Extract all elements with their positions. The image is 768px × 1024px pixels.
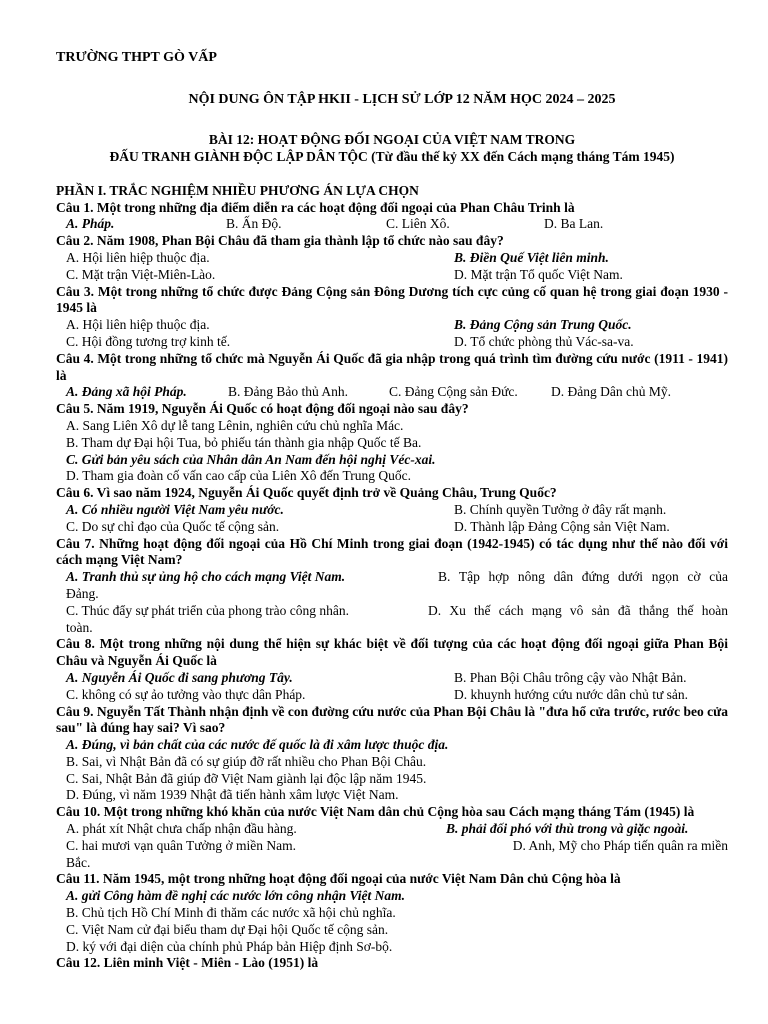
option-c: C. Liên Xô. xyxy=(386,216,450,232)
question-7: Câu 7. Những hoạt động đối ngoại của Hồ Chí Minh trong giai đoạn (1942-1945) có tác dụng như thế nào đối với cách mạng Việt Nam? xyxy=(56,535,728,568)
lesson-title xyxy=(56,131,728,165)
option-a: A. Có nhiều người Việt Nam yêu nước. xyxy=(66,501,284,517)
option-d: D. Thành lập Đảng Cộng sản Việt Nam. xyxy=(454,518,670,534)
option-d: D. Ba Lan. xyxy=(544,216,604,232)
option-a: A. Nguyễn Ái Quốc đi sang phương Tây. xyxy=(66,669,293,685)
option-b: B. Đảng Cộng sản Trung Quốc. xyxy=(454,317,632,333)
options-6-cd xyxy=(56,519,728,536)
question-11: Câu 11. Năm 1945, một trong những hoạt động đối ngoại của nước Việt Nam Dân chủ Cộng hòa là xyxy=(56,871,621,887)
option-a: A. gửi Công hàm đề nghị các nước lớn công nhận Việt Nam. xyxy=(66,888,405,904)
option-b: B. Tập hợp nông dân đứng dưới ngọn cờ của xyxy=(438,569,728,585)
option-a: A. Pháp. xyxy=(66,216,115,232)
option-c: C. hai mươi vạn quân Tưởng ở miền Nam. xyxy=(66,837,297,853)
option-b: B. Điền Quế Việt liên minh. xyxy=(454,249,609,265)
option-a: A. Đảng xã hội Pháp. xyxy=(66,384,187,400)
option-c: C. Hội đồng tương trợ kinh tế. xyxy=(66,333,231,349)
option-a: A. Đúng, vì bản chất của các nước đế quốc là đi xâm lược thuộc địa. xyxy=(66,737,449,753)
option-b: B. Phan Bội Châu trông cậy vào Nhật Bản. xyxy=(454,669,687,685)
option-b: B. phải đối phó với thù trong và giặc ngoài. xyxy=(446,821,689,837)
options-1 xyxy=(56,216,728,233)
option-a: A. Sang Liên Xô dự lễ tang Lênin, nghiên cứu chủ nghĩa Mác. xyxy=(66,417,404,433)
question-12: Câu 12. Liên minh Việt - Miên - Lào (1951) là xyxy=(56,955,319,971)
option-a: A. phát xít Nhật chưa chấp nhận đầu hàng. xyxy=(66,821,297,837)
option-b: B. Sai, vì Nhật Bản đã có sự giúp đỡ rất nhiều cho Phan Bội Châu. xyxy=(66,753,427,769)
options-2-ab xyxy=(56,250,728,267)
option-b-continued: Đảng. xyxy=(66,585,99,601)
options-8-cd xyxy=(56,687,728,704)
options-7-ab xyxy=(56,569,728,586)
question-1: Câu 1. Một trong những địa điểm diễn ra các hoạt động đối ngoại của Phan Châu Trinh là xyxy=(56,199,575,215)
options-8-ab xyxy=(56,670,728,687)
option-a: A. Hội liên hiệp thuộc địa. xyxy=(66,249,210,265)
question-5: Câu 5. Năm 1919, Nguyễn Ái Quốc có hoạt động đối ngoại nào sau đây? xyxy=(56,401,469,417)
part-heading: PHẦN I. TRẮC NGHIỆM NHIỀU PHƯƠNG ÁN LỰA CHỌN xyxy=(56,182,419,198)
options-10-ab xyxy=(56,821,728,838)
options-3-cd xyxy=(56,334,728,351)
option-b: B. Chủ tịch Hồ Chí Minh đi thăm các nước xã hội chủ nghĩa. xyxy=(66,905,396,921)
option-d-continued: toàn. xyxy=(66,619,93,635)
option-c: C. không có sự ảo tưởng vào thực dân Pháp. xyxy=(66,686,306,702)
document-title: NỘI DUNG ÔN TẬP HKII - LỊCH SỬ LỚP 12 NĂM HỌC 2024 – 2025 xyxy=(188,92,616,107)
option-d: D. Tham gia đoàn cố vấn cao cấp của Liên Xô đến Trung Quốc. xyxy=(66,468,412,484)
option-b: B. Chính quyền Tưởng ở đây rất mạnh. xyxy=(454,501,667,517)
option-d-continued: Bắc. xyxy=(66,854,91,870)
question-4: Câu 4. Một trong những tổ chức mà Nguyễn Ái Quốc đã gia nhập trong quá trình tìm đường cứu nước (1911 - 1941) là xyxy=(56,350,728,383)
option-c: C. Đảng Cộng sản Đức. xyxy=(389,384,518,400)
option-d: D. Xu thế cách mạng vô sản đã thắng thế hoàn xyxy=(428,602,728,618)
options-4 xyxy=(56,384,728,401)
option-d: D. Tổ chức phòng thủ Vác-sa-va. xyxy=(454,333,634,349)
option-d: D. Anh, Mỹ cho Pháp tiến quân ra miền xyxy=(512,837,728,853)
option-b: B. Đảng Bảo thủ Anh. xyxy=(228,384,348,400)
question-3: Câu 3. Một trong những tổ chức được Đảng Cộng sản Đông Dương tích cực củng cố quan hệ trong giai đoạn 1930 - 1945 là xyxy=(56,283,728,316)
school-name: TRƯỜNG THPT GÒ VẤP xyxy=(56,50,217,65)
question-10: Câu 10. Một trong những khó khăn của nước Việt Nam dân chủ Cộng hòa sau Cách mạng tháng Tám (1945) là xyxy=(56,804,695,820)
lesson-title-line2: ĐẤU TRANH GIÀNH ĐỘC LẬP DÂN TỘC (Từ đầu thế kỷ XX đến Cách mạng tháng Tám 1945) xyxy=(109,148,675,164)
options-3-ab xyxy=(56,317,728,334)
question-2: Câu 2. Năm 1908, Phan Bội Châu đã tham gia thành lập tổ chức nào sau đây? xyxy=(56,233,504,249)
options-10-cd xyxy=(56,838,728,855)
option-c: C. Thúc đẩy sự phát triển của phong trào công nhân. xyxy=(66,602,349,618)
option-c: C. Mặt trận Việt-Miên-Lào. xyxy=(66,266,216,282)
option-d: D. ký với đại diện của chính phủ Pháp bản Hiệp định Sơ-bộ. xyxy=(66,938,393,954)
options-6-ab xyxy=(56,502,728,519)
option-c: C. Việt Nam cử đại biểu tham dự Đại hội Quốc tế cộng sản. xyxy=(66,921,389,937)
option-c: C. Sai, Nhật Bản đã giúp đỡ Việt Nam giành lại độc lập năm 1945. xyxy=(66,770,427,786)
option-d: D. Đảng Dân chủ Mỹ. xyxy=(551,384,671,400)
option-a: A. Hội liên hiệp thuộc địa. xyxy=(66,317,210,333)
option-c: C. Do sự chỉ đạo của Quốc tế cộng sản. xyxy=(66,518,280,534)
option-d: D. Mặt trận Tổ quốc Việt Nam. xyxy=(454,266,623,282)
options-7-cd xyxy=(56,603,728,620)
option-a: A. Tranh thủ sự ủng hộ cho cách mạng Việt Nam. xyxy=(66,569,346,585)
question-6: Câu 6. Vì sao năm 1924, Nguyễn Ái Quốc quyết định trở về Quảng Châu, Trung Quốc? xyxy=(56,485,557,501)
option-b: B. Ấn Độ. xyxy=(226,216,282,232)
option-d: D. Đúng, vì năm 1939 Nhật đã tiến hành xâm lược Việt Nam. xyxy=(66,787,399,803)
question-8: Câu 8. Một trong những nội dung thể hiện sự khác biệt về đối tượng của các hoạt động đối ngoại giữa Phan Bội Châu và Nguyễn Ái Quốc là xyxy=(56,636,728,669)
lesson-title-line1: BÀI 12: HOẠT ĐỘNG ĐỐI NGOẠI CỦA VIỆT NAM TRONG xyxy=(208,131,576,147)
option-d: D. khuynh hướng cứu nước dân chủ tư sản. xyxy=(454,686,689,702)
option-c: C. Gửi bản yêu sách của Nhân dân An Nam đến hội nghị Véc-xai. xyxy=(66,451,436,467)
option-b: B. Tham dự Đại hội Tua, bỏ phiếu tán thành gia nhập Quốc tế Ba. xyxy=(66,434,422,450)
options-2-cd xyxy=(56,267,728,284)
document-page xyxy=(56,50,728,972)
question-9: Câu 9. Nguyễn Tất Thành nhận định về con đường cứu nước của Phan Bội Châu là "đưa hổ cửa trước, rước beo cửa sau" là đúng hay sai? Vì sao? xyxy=(56,703,728,736)
